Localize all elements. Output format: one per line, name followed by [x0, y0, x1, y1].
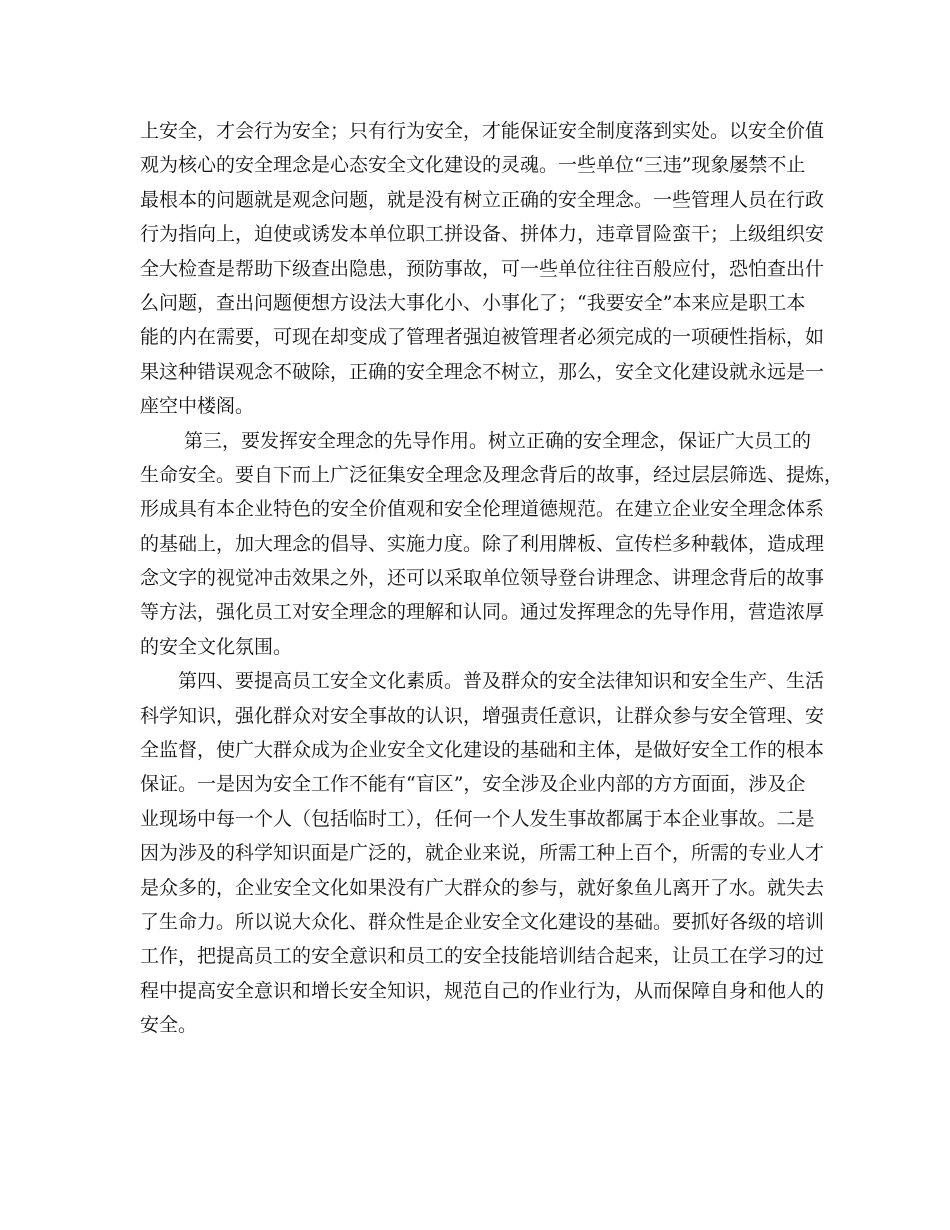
text-line: 等方法，强化员工对安全理念的理解和认同。通过发挥理念的先导作用，营造浓厚 — [140, 601, 825, 624]
paragraph-indent — [140, 670, 178, 692]
text-line: 的基础上，加大理念的倡导、实施力度。除了利用牌板、宣传栏多种载体，造成理 — [140, 532, 825, 555]
text-line-content: 第三，要发挥安全理念的先导作用。树立正确的安全理念，保证广大员工的 — [184, 429, 812, 452]
text-line: 因为涉及的科学知识面是广泛的，就企业来说，所需工种上百个，所需的专业人才 — [140, 842, 825, 865]
paragraph-2 — [140, 424, 844, 665]
text-line: 的安全文化氛围。 — [140, 635, 293, 658]
text-line: 了生命力。所以说大众化、群众性是企业安全文化建设的基础。要抓好各级的培训 — [140, 910, 825, 933]
text-line: 生命安全。要自下而上广泛征集安全理念及理念背后的故事，经过层层筛选、提炼， — [140, 463, 844, 486]
text-line: 行为指向上，迫使或诱发本单位职工拼设备、拼体力，违章冒险蛮干；上级组织安 — [140, 223, 825, 246]
paragraph-indent — [140, 430, 184, 452]
text-line: 保证。一是因为安全工作不能有“盲区”，安全涉及企业内部的方方面面，涉及企 — [140, 773, 806, 796]
text-line: 么问题，查出问题便想方设法大事化小、小事化了；“我要安全”本来应是职工本 — [140, 291, 806, 314]
text-line: 果这种错误观念不破除，正确的安全理念不树立，那么，安全文化建设就永远是一 — [140, 360, 825, 383]
body-text — [140, 114, 844, 1043]
paragraph-1 — [140, 114, 825, 424]
text-line: 念文字的视觉冲击效果之外，还可以采取单位领导登台讲理念、讲理念背后的故事 — [140, 567, 825, 590]
text-line: 科学知识，强化群众对安全事故的认识，增强责任意识，让群众参与安全管理、安 — [140, 704, 825, 727]
text-line: 上安全，才会行为安全；只有行为安全，才能保证安全制度落到实处。以安全价值 — [140, 120, 825, 142]
text-line: 全大检查是帮助下级查出隐患，预防事故，可一些单位往往百般应付，恐怕查出什 — [140, 257, 825, 280]
text-line: 最根本的问题就是观念问题，就是没有树立正确的安全理念。一些管理人员在行政 — [140, 188, 825, 211]
text-line: 程中提高安全意识和增长安全知识，规范自己的作业行为，从而保障自身和他人的 — [140, 979, 825, 1002]
paragraph-3 — [140, 664, 825, 1042]
text-line: 是众多的，企业安全文化如果没有广大群众的参与，就好象鱼儿离开了水。就失去 — [140, 876, 825, 899]
text-line: 形成具有本企业特色的安全价值观和安全伦理道德规范。在建立企业安全理念体系 — [140, 498, 825, 521]
text-line: 观为核心的安全理念是心态安全文化建设的灵魂。一些单位“三违”现象屡禁不止 — [140, 154, 806, 177]
text-line-content: 第四、要提高员工安全文化素质。普及群众的安全法律知识和安全生产、生活 — [178, 670, 825, 693]
text-line-first — [140, 424, 815, 458]
text-line: 业现场中每一个人（包括临时工），任何一个人发生事故都属于本企业事故。二是 — [140, 807, 815, 830]
text-line: 能的内在需要，可现在却变成了管理者强迫被管理者必须完成的一项硬性指标，如 — [140, 326, 825, 349]
text-line: 工作，把提高员工的安全意识和员工的安全技能培训结合起来，让员工在学习的过 — [140, 945, 825, 968]
text-line-first — [140, 664, 825, 698]
text-line: 安全。 — [140, 1014, 198, 1037]
text-line: 座空中楼阁。 — [140, 395, 255, 418]
text-line: 全监督，使广大群众成为企业安全文化建设的基础和主体，是做好安全工作的根本 — [140, 739, 825, 762]
